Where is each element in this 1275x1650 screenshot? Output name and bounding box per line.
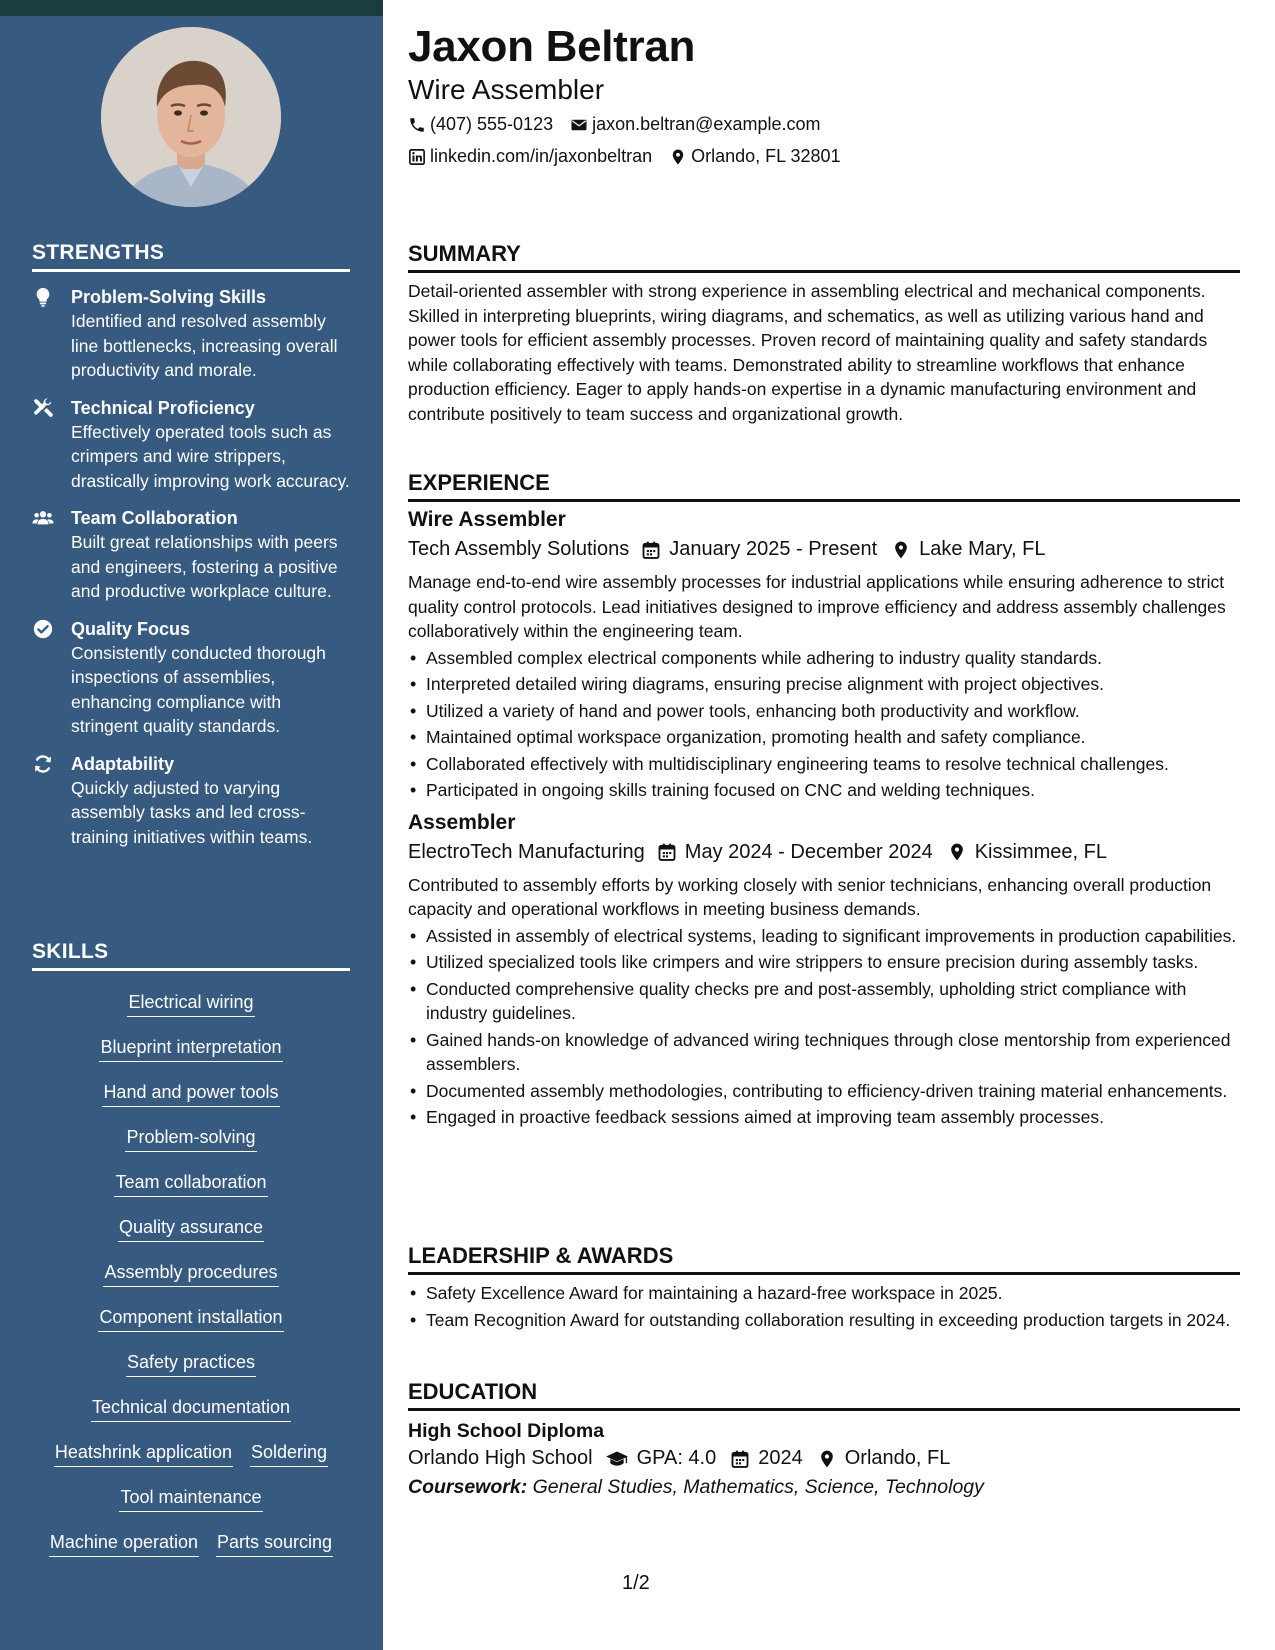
job-location: Lake Mary, FL: [919, 538, 1046, 560]
skill-row: [32, 1431, 350, 1476]
skill-tag: Component installation: [98, 1305, 283, 1332]
awards-heading: LEADERSHIP & AWARDS: [408, 1243, 1240, 1275]
strength-description: Quickly adjusted to varying assembly tasks and led cross-training initiatives within teams.: [71, 777, 313, 847]
bullet-item: • Interpreted detailed wiring diagrams, ensuring precise alignment with project objectives.: [408, 672, 1240, 697]
strengths-section: [32, 241, 350, 849]
bullet-item: • Engaged in proactive feedback sessions aimed at improving team assembly processes.: [408, 1105, 1240, 1130]
skill-row: [32, 1161, 350, 1206]
linkedin-contact: [408, 146, 652, 167]
summary-heading: SUMMARY: [408, 241, 1240, 273]
job-location: Kissimmee, FL: [974, 840, 1107, 863]
skill-tag: Team collaboration: [114, 1170, 267, 1197]
skill-tag: Blueprint interpretation: [99, 1035, 282, 1062]
award-item: • Team Recognition Award for outstanding collaboration resulting in exceeding production targets in 2024.: [408, 1308, 1240, 1333]
bullet-item: • Conducted comprehensive quality checks pre and post-assembly, upholding strict compliance with industry guidelines.: [408, 977, 1240, 1026]
sidebar: [0, 0, 383, 1650]
job-description: Contributed to assembly efforts by working closely with senior technicians, enhancing overall production capacity and operational workflows in meeting business demands.: [408, 874, 1212, 919]
sync-icon: [32, 753, 54, 775]
phone-text[interactable]: (407) 555-0123: [430, 114, 554, 134]
strength-title: Adaptability: [71, 753, 175, 774]
strength-description: Effectively operated tools such as crimpers and wire strippers, drastically improving work accuracy.: [71, 421, 350, 491]
skill-tag: Parts sourcing: [216, 1530, 333, 1557]
bullet-item: • Utilized a variety of hand and power tools, enhancing both productivity and workflow.: [408, 699, 1240, 724]
skills-section: [32, 940, 350, 1566]
job-bullets: [408, 924, 1240, 1130]
lightbulb-icon: [32, 286, 54, 308]
linkedin-icon: [408, 148, 426, 166]
graduation-cap-icon: [605, 1449, 629, 1469]
skill-tag: Electrical wiring: [127, 990, 254, 1017]
email-contact: [570, 114, 820, 135]
map-pin-icon: [817, 1449, 837, 1469]
skill-tag: Problem-solving: [125, 1125, 256, 1152]
check-circle-icon: [32, 618, 54, 640]
skill-row: [32, 1476, 350, 1521]
strength-item: [32, 285, 350, 383]
company-name: Tech Assembly Solutions: [408, 538, 630, 560]
location-text: Orlando, FL 32801: [691, 146, 841, 166]
award-item: • Safety Excellence Award for maintaining a hazard-free workspace in 2025.: [408, 1281, 1240, 1306]
phone-contact: [408, 114, 553, 135]
education-heading: EDUCATION: [408, 1379, 1240, 1411]
linkedin-link[interactable]: linkedin.com/in/jaxonbeltran: [430, 146, 653, 166]
skill-tag: Technical documentation: [91, 1395, 291, 1422]
map-pin-icon: [891, 540, 911, 560]
contact-row: [408, 114, 820, 135]
calendar-icon: [730, 1449, 750, 1469]
education-section: [408, 1379, 1240, 1499]
job-description: Manage end-to-end wire assembly processes for industrial applications while ensuring adherence to strict quality control protocols. Lead initiatives designed to improve efficiency and address assembly challenges collaboratively within the engineering team.: [408, 572, 1226, 641]
bullet-item: • Assisted in assembly of electrical systems, leading to significant improvements in production capabilities.: [408, 924, 1240, 949]
bullet-item: • Documented assembly methodologies, contributing to efficiency-driven training material enhancements.: [408, 1079, 1240, 1104]
strength-description: Identified and resolved assembly line bottlenecks, increasing overall productivity and morale.: [71, 311, 338, 380]
avatar: [101, 27, 281, 207]
contact-row-2: [408, 146, 841, 167]
skill-tag: Quality assurance: [118, 1215, 264, 1242]
location-contact: [669, 146, 840, 167]
strength-description: Built great relationships with peers and engineers, fostering a positive and productive workplace culture.: [71, 532, 338, 601]
skills-list: [32, 971, 350, 1566]
skill-row: [32, 1386, 350, 1431]
map-pin-icon: [947, 842, 967, 862]
awards-list: [408, 1281, 1240, 1332]
bullet-item: • Collaborated effectively with multidisciplinary engineering teams to resolve technical challenges.: [408, 752, 1240, 777]
strength-item: [32, 396, 350, 494]
bullet-item: • Utilized specialized tools like crimpers and wire strippers to ensure precision during assembly tasks.: [408, 950, 1240, 975]
skill-row: [32, 1026, 350, 1071]
job-dates: January 2025 - Present: [669, 538, 878, 560]
coursework: [408, 1476, 1240, 1499]
coursework-label: Coursework:: [408, 1476, 528, 1498]
skills-heading: SKILLS: [32, 940, 350, 971]
skill-tag: Soldering: [250, 1440, 328, 1467]
calendar-icon: [641, 540, 661, 560]
experience-section: [408, 470, 1240, 1130]
job-dates: May 2024 - December 2024: [684, 840, 933, 863]
avatar-photo: [101, 27, 281, 207]
skill-tag: Hand and power tools: [102, 1080, 279, 1107]
strength-title: Problem-Solving Skills: [71, 287, 267, 307]
strength-title: Quality Focus: [71, 618, 191, 639]
job-meta: [408, 841, 1240, 864]
skill-row: [32, 981, 350, 1026]
skill-tag: Heatshrink application: [54, 1440, 233, 1467]
calendar-icon: [657, 842, 677, 862]
skill-tag: Assembly procedures: [103, 1260, 278, 1287]
skill-tag: Tool maintenance: [119, 1485, 262, 1512]
strength-item: [32, 506, 350, 604]
strength-title: Team Collaboration: [71, 508, 238, 528]
job-bullets: [408, 646, 1240, 803]
job-meta: [408, 538, 1240, 561]
skill-row: [32, 1116, 350, 1161]
map-pin-icon: [669, 148, 687, 166]
candidate-name: Jaxon Beltran: [408, 22, 696, 71]
degree-title: High School Diploma: [408, 1420, 605, 1442]
skill-row: [32, 1206, 350, 1251]
job-entry: [408, 811, 1240, 1130]
summary-section: [408, 241, 1240, 426]
candidate-role: Wire Assembler: [408, 74, 605, 105]
page-number: 1/2: [622, 1572, 650, 1594]
strengths-heading: STRENGTHS: [32, 241, 350, 272]
skill-row: [32, 1251, 350, 1296]
skill-row: [32, 1521, 350, 1566]
bullet-item: • Participated in ongoing skills training focused on CNC and welding techniques.: [408, 778, 1240, 803]
job-title: Wire Assembler: [408, 508, 566, 531]
skill-row: [32, 1341, 350, 1386]
company-name: ElectroTech Manufacturing: [408, 840, 645, 863]
tools-icon: [32, 397, 54, 419]
job-entry: [408, 508, 1240, 803]
users-icon: [32, 507, 54, 529]
strength-title: Technical Proficiency: [71, 397, 255, 418]
job-title: Assembler: [408, 810, 516, 834]
gpa-text: GPA: 4.0: [636, 1447, 717, 1469]
strength-description: Consistently conducted thorough inspections of assemblies, enhancing compliance with stringent quality standards.: [71, 642, 326, 736]
summary-text: Detail-oriented assembler with strong experience in assembling electrical and mechanical components. Skilled in interpreting blueprints, wiring diagrams, and schematics, as well as utilizing various hand and power tools for efficient assembly processes. Proven record of maintaining quality and safety standards while collaborating effectively with teams. Demonstrated ability to streamline workflows that enhance production efficiency. Eager to apply hands-on expertise in a dynamic manufacturing environment and contribute positively to team success and organizational growth.: [408, 281, 1208, 424]
strength-item: [32, 617, 350, 739]
school-name: Orlando High School: [408, 1447, 593, 1469]
strength-item: [32, 752, 350, 850]
skill-row: [32, 1296, 350, 1341]
graduation-year: 2024: [758, 1447, 803, 1469]
coursework-text: General Studies, Mathematics, Science, Technology: [532, 1476, 984, 1498]
bullet-item: • Maintained optimal workspace organization, promoting health and safety compliance.: [408, 725, 1240, 750]
bullet-item: • Assembled complex electrical components while adhering to industry quality standards.: [408, 646, 1240, 671]
experience-heading: EXPERIENCE: [408, 470, 1240, 502]
bullet-item: • Gained hands-on knowledge of advanced wiring techniques through close mentorship from experienced assemblers.: [408, 1028, 1240, 1077]
school-location: Orlando, FL: [844, 1447, 951, 1469]
awards-section: [408, 1243, 1240, 1332]
education-meta: [408, 1447, 1240, 1470]
skill-row: [32, 1071, 350, 1116]
envelope-icon: [570, 116, 588, 134]
sidebar-top-bar: [0, 0, 383, 16]
skill-tag: Safety practices: [126, 1350, 256, 1377]
phone-icon: [408, 116, 426, 134]
email-link[interactable]: jaxon.beltran@example.com: [592, 114, 821, 134]
skill-tag: Machine operation: [49, 1530, 199, 1557]
